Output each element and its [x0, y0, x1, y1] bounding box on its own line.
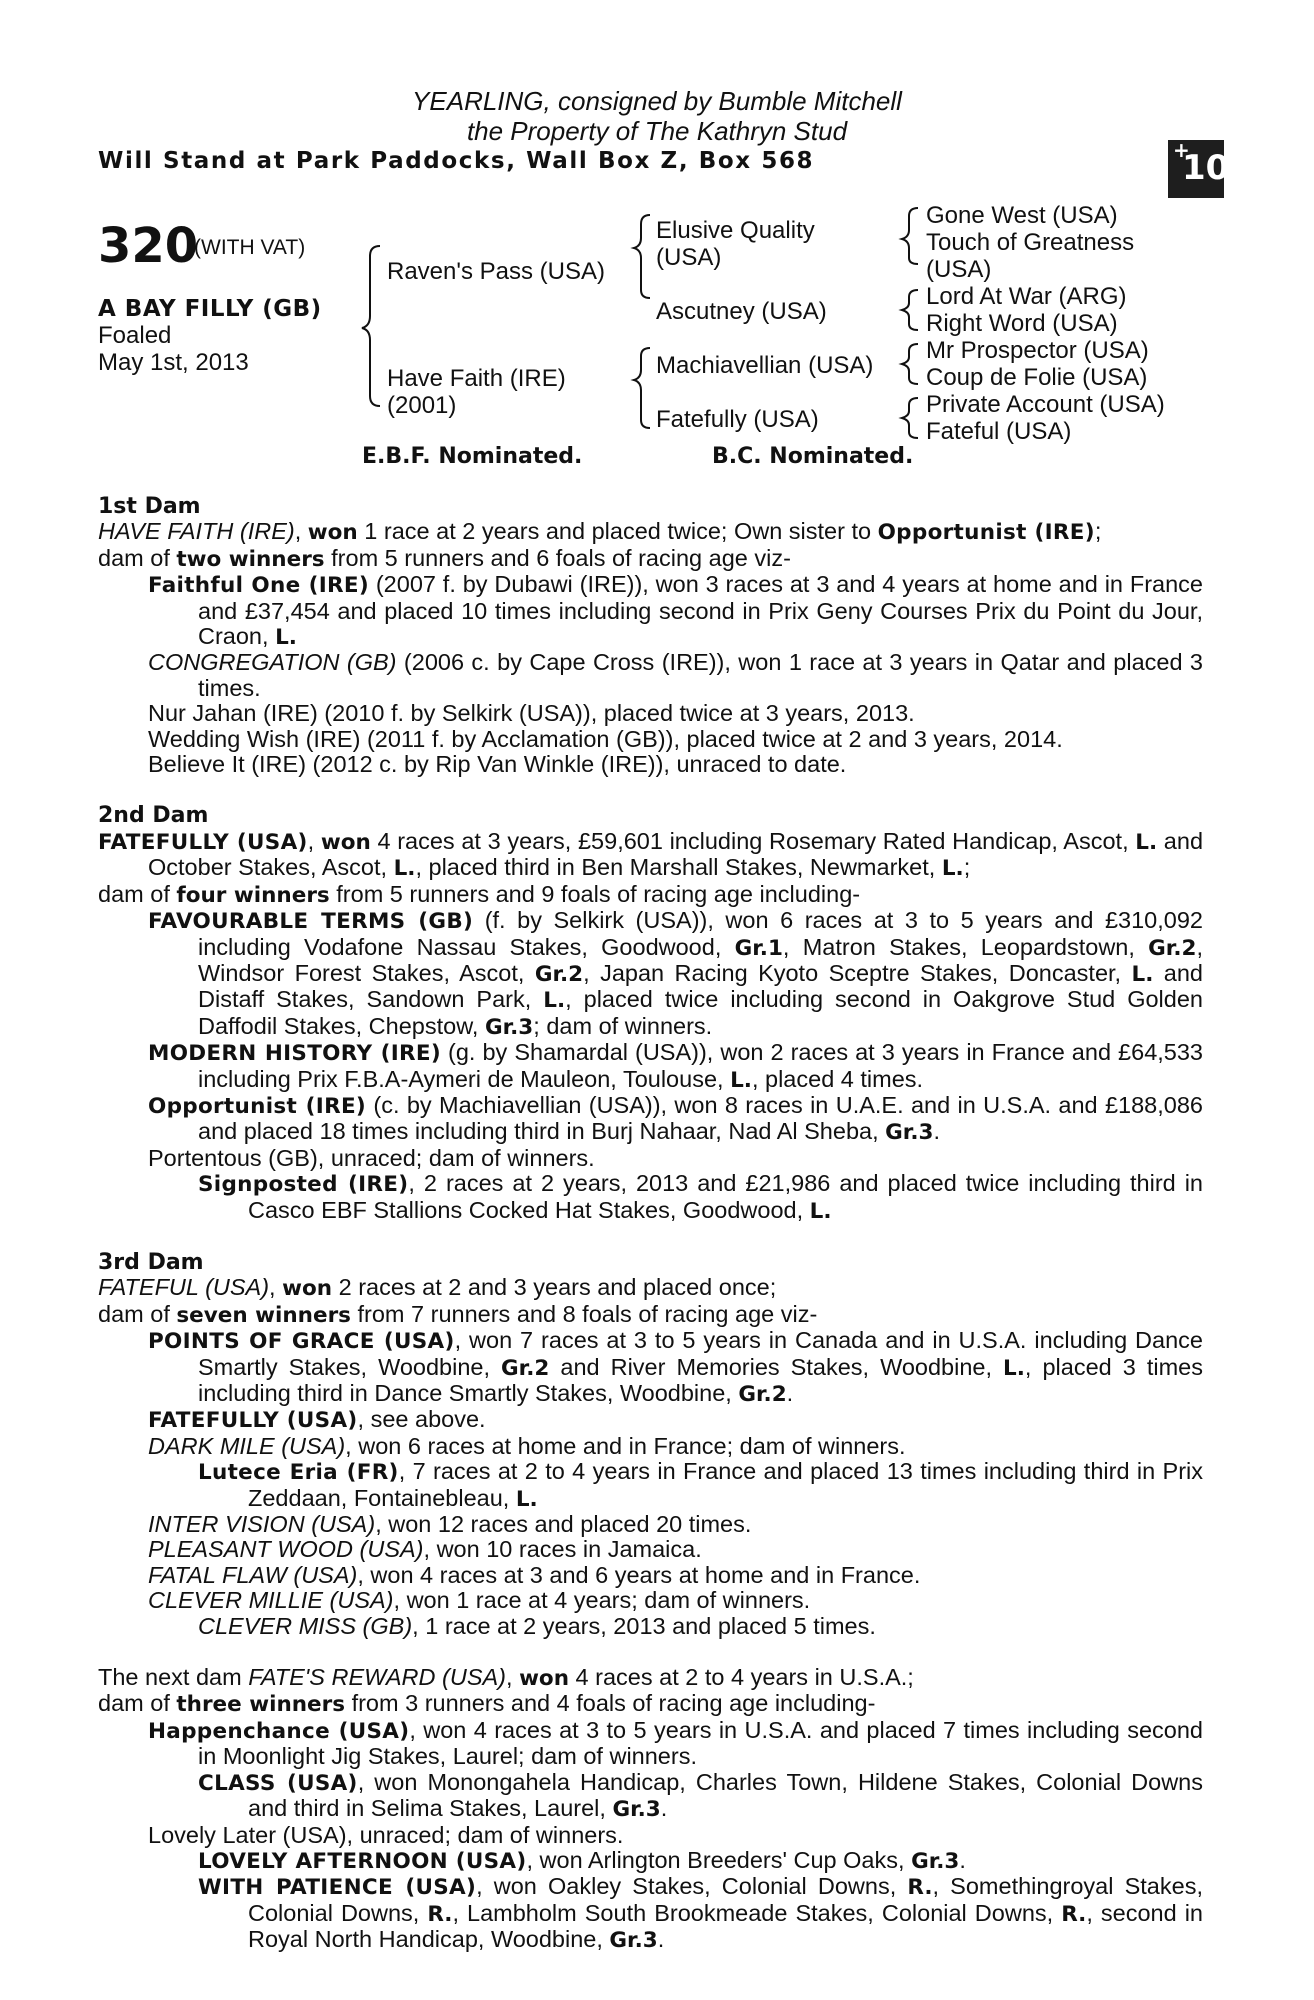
produce-entry [148, 908, 1203, 1040]
text-run: and October Stakes, Ascot, [148, 827, 1204, 881]
horse-name-bold: FATEFULLY (USA) [98, 829, 308, 855]
brace-sd [902, 290, 918, 330]
sire: Raven's Pass (USA) [387, 258, 605, 285]
ss-dam-country: (USA) [926, 256, 992, 283]
produce-entry [148, 727, 1203, 752]
horse-name-italic: PLEASANT WOOD (USA) [148, 1536, 424, 1563]
dam-sire: Machiavellian (USA) [656, 352, 874, 379]
ebf-nominated: E.B.F. Nominated. [362, 444, 583, 469]
dam-year: (2001) [387, 392, 457, 419]
foaled-date: May 1st, 2013 [98, 349, 249, 376]
produce-entry [148, 752, 1203, 777]
produce-entry [148, 1537, 1203, 1562]
text-run: , Somethingroyal Stakes, Colonial Downs, [248, 1873, 1203, 1926]
produce-entry [148, 1512, 1203, 1537]
horse-name-italic: CONGREGATION (GB) [148, 649, 397, 676]
bold-text: seven winners [176, 1302, 351, 1328]
text-run: , Matron Stakes, Leopardstown, [782, 933, 1149, 960]
horse-name-italic: FATEFUL (USA) [98, 1274, 270, 1301]
text-run: 4 races at 3 years, £59,601 including Rosemary Rated Handicap, Ascot, [370, 827, 1136, 854]
text-run: from 5 runners and 6 foals of racing age viz- [324, 544, 791, 571]
brace-dam [634, 348, 650, 428]
bold-text: L. [809, 1198, 832, 1224]
text-run: , won 10 races in Jamaica. [423, 1536, 702, 1563]
third-dam-line [98, 1275, 1203, 1301]
produce-entry [148, 1563, 1203, 1588]
text-run: ; [1094, 518, 1102, 545]
text-run: , won 4 races at 3 and 6 years at home and in France. [357, 1561, 921, 1588]
horse-name-italic: HAVE FAITH (IRE) [98, 518, 295, 545]
foaled-label: Foaled [98, 322, 172, 349]
text-run: , [269, 1274, 283, 1301]
first-dam-line [98, 519, 1203, 545]
horse-name-italic: FATAL FLAW (USA) [148, 1561, 358, 1588]
text-run: from 3 runners and 4 foals of racing age including- [345, 1690, 876, 1717]
ss-dam: Touch of Greatness [926, 229, 1135, 256]
ds-sire: Mr Prospector (USA) [926, 337, 1149, 364]
horse-name-italic: CLEVER MILLIE (USA) [148, 1587, 394, 1614]
text-run: , [294, 518, 308, 545]
horse-name-bold: WITH PATIENCE (USA) [198, 1875, 477, 1901]
bold-text: Gr.3 [609, 1928, 658, 1954]
text-run: ; [963, 854, 971, 881]
sire-sire-country: (USA) [656, 244, 722, 271]
second-dam-produce-summary [98, 882, 1203, 908]
produce-entry [148, 650, 1203, 701]
text-run: from 5 runners and 9 foals of racing age including- [329, 880, 861, 907]
bold-text: Gr.3 [484, 1014, 534, 1040]
produce-entry [148, 1407, 1203, 1433]
next-dam-line [98, 1665, 1203, 1691]
text-run: , placed 3 times including third in Dance Smartly Stakes, Woodbine, [198, 1353, 1203, 1406]
text-run: , placed third in Ben Marshall Stakes, Newmarket, [415, 854, 942, 881]
text-run: , won Monongahela Handicap, Charles Town, Hildene Stakes, Colonial Downs and third in Selima Stakes, Laurel, [248, 1768, 1203, 1822]
text-run: and River Memories Stakes, Woodbine, [549, 1353, 1004, 1380]
text-run: Lovely Later (USA), unraced; dam of winners. [148, 1821, 624, 1848]
text-run: (f. by Selkirk (USA)), won 6 races at 3 to 5 years and £310,092 including Vodafone Nassau Stakes, Goodwood, [198, 907, 1203, 960]
text-run: (2007 f. by Dubawi (IRE)), won 3 races at 3 and 4 years at home and in France and £37,454 and placed 10 times including second in Prix Geny Courses Prix du Point du Jour, Craon, [198, 571, 1203, 650]
bold-text: L. [275, 625, 297, 651]
bold-text: won [519, 1666, 570, 1692]
horse-name-bold: Opportunist (IRE) [148, 1093, 367, 1119]
text-run: , won 6 races at home and in France; dam of winners. [345, 1432, 906, 1459]
sd-dam: Right Word (USA) [926, 310, 1118, 337]
horse-name-bold: MODERN HISTORY (IRE) [148, 1041, 441, 1067]
next-dam-produce-summary [98, 1691, 1203, 1717]
horse-name-bold: CLASS (USA) [198, 1770, 358, 1796]
text-run: 4 races at 2 to 4 years in U.S.A.; [569, 1664, 914, 1691]
brace-ds [902, 344, 918, 384]
text-run: . [660, 1795, 668, 1822]
horse-name-italic: INTER VISION (USA) [148, 1511, 376, 1538]
horse-name-italic: FATE'S REWARD (USA) [248, 1664, 506, 1691]
third-dam-heading: 3rd Dam [98, 1249, 204, 1275]
bold-text: Gr.2 [738, 1382, 787, 1407]
bold-text: L. [393, 856, 416, 882]
produce-entry [148, 1718, 1203, 1770]
badge-number: 10 [1182, 148, 1230, 188]
text-run: , placed twice including second in Oakgrove Stud Golden Daffodil Stakes, Chepstow, [198, 986, 1203, 1039]
text-run: dam of [98, 880, 177, 907]
produce-entry [148, 1588, 1203, 1613]
brace-main [362, 246, 380, 406]
produce-entry [148, 1093, 1203, 1146]
bold-text: L. [543, 988, 566, 1014]
text-run: , [307, 827, 321, 854]
grand-produce-entry [198, 1459, 1203, 1512]
text-run: Nur Jahan (IRE) (2010 f. by Selkirk (USA)), placed twice at 3 years, 2013. [148, 700, 915, 727]
text-run: , Japan Racing Kyoto Sceptre Stakes, Doncaster, [583, 959, 1132, 986]
vat-label: (WITH VAT) [194, 236, 306, 259]
property-line: the Property of The Kathryn Stud [466, 116, 848, 146]
bold-text: L. [515, 1486, 538, 1512]
text-run: and Distaff Stakes, Sandown Park, [198, 959, 1203, 1013]
text-run: , Lambholm South Brookmeade Stakes, Colonial Downs, [452, 1899, 1062, 1926]
catalogue-body [98, 494, 1203, 1954]
text-run: , placed 4 times. [751, 1065, 924, 1092]
text-run: (c. by Machiavellian (USA)), won 8 races in U.A.E. and in U.S.A. and £188,086 and placed 18 times including third in Burj Nahaar, Nad Al Sheba, [198, 1091, 1203, 1145]
horse-name-bold: FAVOURABLE TERMS (GB) [148, 909, 474, 935]
horse-name-bold: Lutece Eria (FR) [198, 1460, 399, 1486]
horse-name: A BAY FILLY (GB) [98, 296, 322, 322]
produce-entry [148, 1434, 1203, 1459]
ss-sire: Gone West (USA) [926, 202, 1118, 229]
horse-name-bold: FATEFULLY (USA) [148, 1408, 358, 1434]
produce-entry [148, 1146, 1203, 1171]
text-run: 1 race at 2 years and placed twice; Own sister to [357, 518, 878, 545]
dd-sire: Private Account (USA) [926, 391, 1165, 418]
stand-location: Will Stand at Park Paddocks, Wall Box Z, Box 568 [98, 148, 815, 174]
text-run: 2 races at 2 and 3 years and placed once; [332, 1274, 777, 1301]
produce-entry [148, 572, 1203, 650]
bold-text: Gr.3 [911, 1848, 960, 1874]
produce-entry [148, 701, 1203, 726]
text-run: (g. by Shamardal (USA)), won 2 races at 3 years in France and £64,533 including Prix F.B.A-Aymeri de Mauleon, Toulouse, [198, 1039, 1203, 1092]
second-dam-heading: 2nd Dam [98, 803, 209, 829]
bold-text: Gr.2 [1148, 935, 1197, 961]
ds-dam: Coup de Folie (USA) [926, 364, 1148, 391]
bold-text: L. [1003, 1355, 1025, 1381]
text-run: , Windsor Forest Stakes, Ascot, [198, 933, 1203, 986]
horse-name-bold: Opportunist (IRE) [877, 520, 1095, 546]
text-run: , [506, 1664, 520, 1691]
text-run: , second in Royal North Handicap, Woodbine, [248, 1899, 1203, 1953]
text-run: . [933, 1118, 940, 1145]
bold-text: won [282, 1276, 333, 1302]
bold-text: R. [1061, 1901, 1087, 1927]
brace-ss [902, 208, 918, 264]
text-run: , won 7 races at 3 to 5 years in Canada and in U.S.A. including Dance Smartly Stakes, Woodbine, [198, 1327, 1203, 1380]
text-run: , won 4 races at 3 to 5 years in U.S.A. and placed 7 times including second in Moonlight Jig Stakes, Laurel; dam of winners. [198, 1716, 1203, 1770]
bold-text: L. [1135, 829, 1158, 855]
bold-text: Gr.3 [885, 1120, 934, 1146]
first-dam-heading: 1st Dam [98, 494, 201, 519]
brace-sire [634, 215, 650, 298]
text-run: dam of [98, 544, 177, 571]
text-run: ; dam of winners. [533, 1012, 713, 1039]
text-run: . [786, 1380, 794, 1406]
bold-text: won [320, 829, 371, 855]
dam: Have Faith (IRE) [387, 365, 566, 392]
grand-produce-entry [198, 1848, 1203, 1874]
produce-entry [148, 1823, 1203, 1848]
grand-produce-entry [198, 1614, 1203, 1639]
bold-text: two winners [176, 546, 325, 572]
sire-sire: Elusive Quality [656, 217, 815, 244]
horse-name-bold: POINTS OF GRACE (USA) [148, 1329, 455, 1355]
horse-name-bold: Signposted (IRE) [198, 1172, 409, 1198]
grand-produce-entry [198, 1874, 1203, 1953]
bold-text: L. [941, 856, 964, 882]
produce-entry [148, 1040, 1203, 1093]
text-run: Portentous (GB), unraced; dam of winners. [148, 1144, 595, 1171]
text-run: , won 1 race at 4 years; dam of winners. [393, 1587, 811, 1614]
text-run: , 1 race at 2 years, 2013 and placed 5 times. [412, 1612, 876, 1639]
grand-produce-entry [198, 1770, 1203, 1823]
grand-produce-entry [198, 1171, 1203, 1224]
text-run: , won Oakley Stakes, Colonial Downs, [476, 1873, 908, 1900]
consignment-line: YEARLING, consigned by Bumble Mitchell [412, 86, 902, 116]
text-run: The next dam [98, 1664, 249, 1691]
bc-nominated: B.C. Nominated. [712, 444, 914, 469]
badge-plus: + [1173, 138, 1190, 162]
bold-text: L. [1131, 961, 1154, 987]
horse-name-bold: Faithful One (IRE) [148, 573, 369, 599]
lot-number: 320 [98, 218, 199, 274]
text-run: (2006 c. by Cape Cross (IRE)), won 1 race at 3 years in Qatar and placed 3 times. [198, 649, 1204, 701]
bold-text: Gr.3 [612, 1797, 661, 1823]
bold-text: won [307, 520, 358, 546]
horse-name-bold: Happenchance (USA) [148, 1718, 410, 1744]
bold-text: L. [730, 1067, 752, 1093]
text-run: dam of [98, 1690, 177, 1717]
dd-dam: Fateful (USA) [926, 418, 1072, 445]
horse-name-italic: DARK MILE (USA) [148, 1432, 346, 1459]
bold-text: R. [427, 1901, 453, 1927]
text-run: , 7 races at 2 to 4 years in France and placed 13 times including third in Prix Zeddaan, Fontainebleau, [248, 1458, 1203, 1511]
text-run: , won Arlington Breeders' Cup Oaks, [526, 1846, 912, 1873]
text-run: . [657, 1926, 665, 1953]
text-run: from 7 runners and 8 foals of racing age viz- [350, 1300, 818, 1327]
third-dam-produce-summary [98, 1302, 1203, 1328]
text-run: , see above. [357, 1406, 486, 1433]
horse-name-bold: LOVELY AFTERNOON (USA) [198, 1848, 527, 1874]
bold-text: Gr.1 [734, 935, 783, 961]
text-run: Believe It (IRE) (2012 c. by Rip Van Winkle (IRE)), unraced to date. [148, 751, 847, 778]
brace-dd [902, 398, 918, 438]
bold-text: R. [907, 1875, 933, 1901]
text-run: dam of [98, 1300, 177, 1327]
first-dam-produce-summary [98, 546, 1203, 572]
dam-dam: Fatefully (USA) [656, 406, 819, 433]
text-run: , 2 races at 2 years, 2013 and £21,986 and placed twice including third in Casco EBF Stallions Cocked Hat Stakes, Goodwood, [248, 1170, 1203, 1223]
produce-entry [148, 1328, 1203, 1407]
bold-text: four winners [176, 882, 330, 908]
second-dam-line [98, 829, 1203, 882]
bold-text: Gr.2 [534, 961, 584, 987]
text-run: . [959, 1846, 966, 1873]
bold-text: three winners [176, 1692, 346, 1718]
text-run: , won 12 races and placed 20 times. [375, 1511, 752, 1538]
horse-name-italic: CLEVER MISS (GB) [198, 1612, 413, 1639]
text-run: Wedding Wish (IRE) (2011 f. by Acclamation (GB)), placed twice at 2 and 3 years, 2014. [148, 725, 1063, 752]
sd-sire: Lord At War (ARG) [926, 283, 1127, 310]
sire-dam: Ascutney (USA) [656, 298, 827, 325]
bold-text: Gr.2 [501, 1355, 550, 1381]
